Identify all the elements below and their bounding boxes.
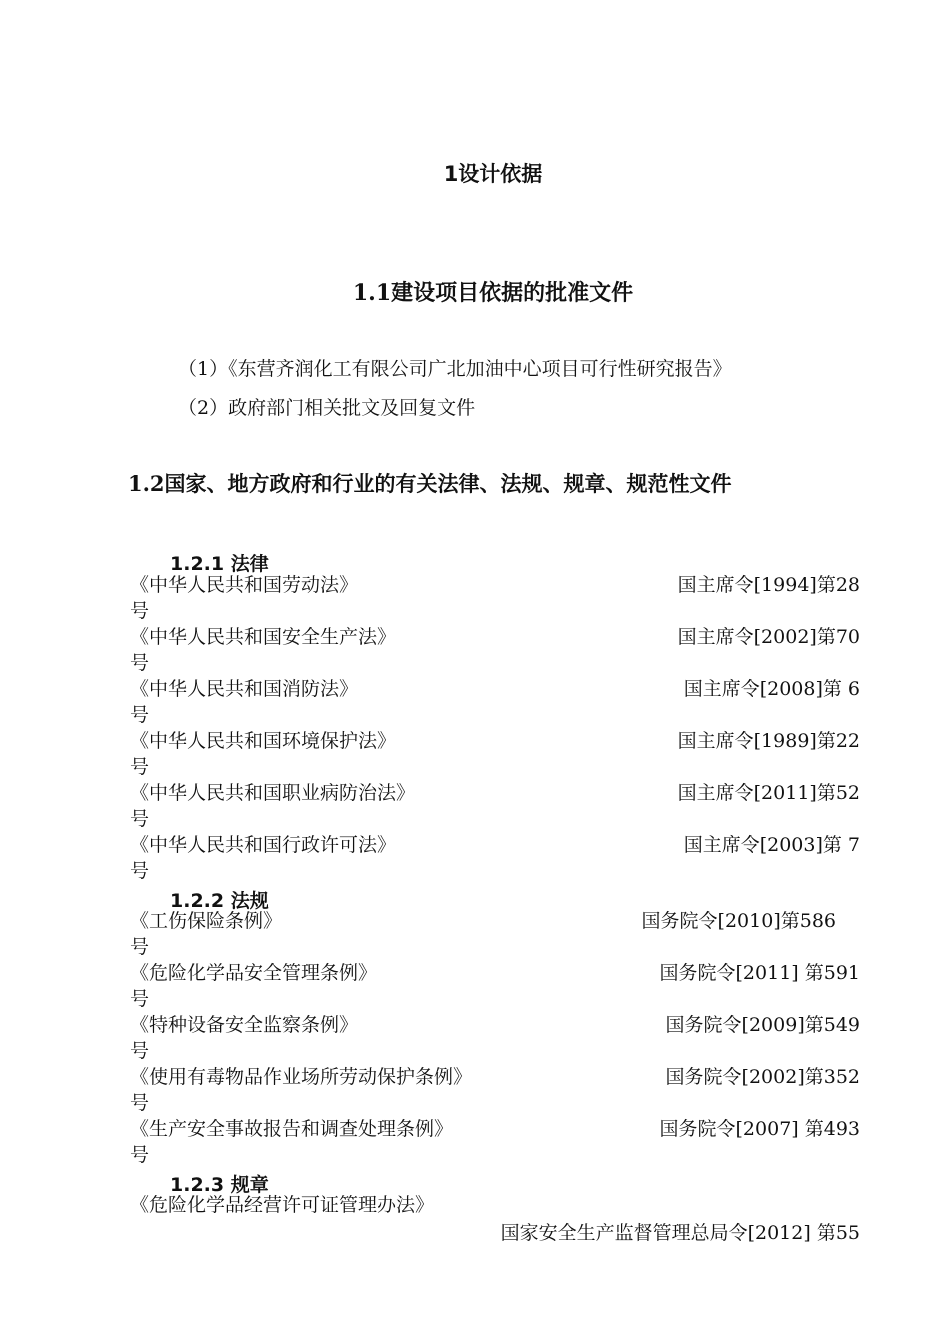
regulation-title: 《工伤保险条例》 xyxy=(130,910,283,932)
law-ref-tail: 号 xyxy=(130,808,150,830)
subsection-heading-laws: 1.2.1 法律 xyxy=(170,553,269,575)
law-ref-tail: 号 xyxy=(130,704,150,726)
regulation-ref: 国务院令[2009]第549 xyxy=(665,1014,860,1036)
regulation-ref-tail: 号 xyxy=(130,1092,150,1114)
regulation-ref: 国务院令[2002]第352 xyxy=(665,1066,860,1088)
law-ref-tail: 号 xyxy=(130,860,150,882)
law-ref: 国主席令[2011]第52 xyxy=(677,782,860,804)
law-ref-tail: 号 xyxy=(130,652,150,674)
regulation-ref: 国务院令[2011] 第591 xyxy=(659,962,860,984)
law-ref-tail: 号 xyxy=(130,600,150,622)
law-title: 《中华人民共和国安全生产法》 xyxy=(130,626,397,648)
law-title: 《中华人民共和国劳动法》 xyxy=(130,574,359,596)
rule-ref: 国家安全生产监督管理总局令[2012] 第55 xyxy=(500,1222,860,1244)
approval-item-1: （1）《东营齐润化工有限公司广北加油中心项目可行性研究报告》 xyxy=(178,358,732,380)
regulation-ref: 国务院令[2007] 第493 xyxy=(659,1118,860,1140)
law-ref: 国主席令[2003]第 7 xyxy=(683,834,860,856)
regulation-title: 《使用有毒物品作业场所劳动保护条例》 xyxy=(130,1066,473,1088)
law-ref: 国主席令[2008]第 6 xyxy=(683,678,860,700)
section-heading-1-1: 1.1建设项目依据的批准文件 xyxy=(352,280,634,306)
law-ref: 国主席令[1989]第22 xyxy=(677,730,860,752)
law-title: 《中华人民共和国行政许可法》 xyxy=(130,834,397,856)
rule-title: 《危险化学品经营许可证管理办法》 xyxy=(130,1194,435,1216)
section-heading-1-2: 1.2国家、地方政府和行业的有关法律、法规、规章、规范性文件 xyxy=(128,471,732,496)
regulation-ref-tail: 号 xyxy=(130,936,150,958)
chapter-title: 1设计依据 xyxy=(443,162,543,186)
law-title: 《中华人民共和国消防法》 xyxy=(130,678,359,700)
regulation-ref-tail: 号 xyxy=(130,1040,150,1062)
subsection-heading-rules: 1.2.3 规章 xyxy=(170,1174,269,1196)
law-title: 《中华人民共和国环境保护法》 xyxy=(130,730,397,752)
subsection-heading-regulations: 1.2.2 法规 xyxy=(170,890,269,912)
regulation-ref: 国务院令[2010]第586 xyxy=(641,910,836,932)
law-ref: 国主席令[1994]第28 xyxy=(677,574,860,596)
approval-item-2: （2）政府部门相关批文及回复文件 xyxy=(178,397,476,419)
regulation-title: 《危险化学品安全管理条例》 xyxy=(130,962,378,984)
regulation-ref-tail: 号 xyxy=(130,988,150,1010)
regulation-title: 《生产安全事故报告和调查处理条例》 xyxy=(130,1118,454,1140)
regulation-ref-tail: 号 xyxy=(130,1144,150,1166)
law-title: 《中华人民共和国职业病防治法》 xyxy=(130,782,416,804)
regulation-title: 《特种设备安全监察条例》 xyxy=(130,1014,359,1036)
law-ref: 国主席令[2002]第70 xyxy=(677,626,860,648)
law-ref-tail: 号 xyxy=(130,756,150,778)
